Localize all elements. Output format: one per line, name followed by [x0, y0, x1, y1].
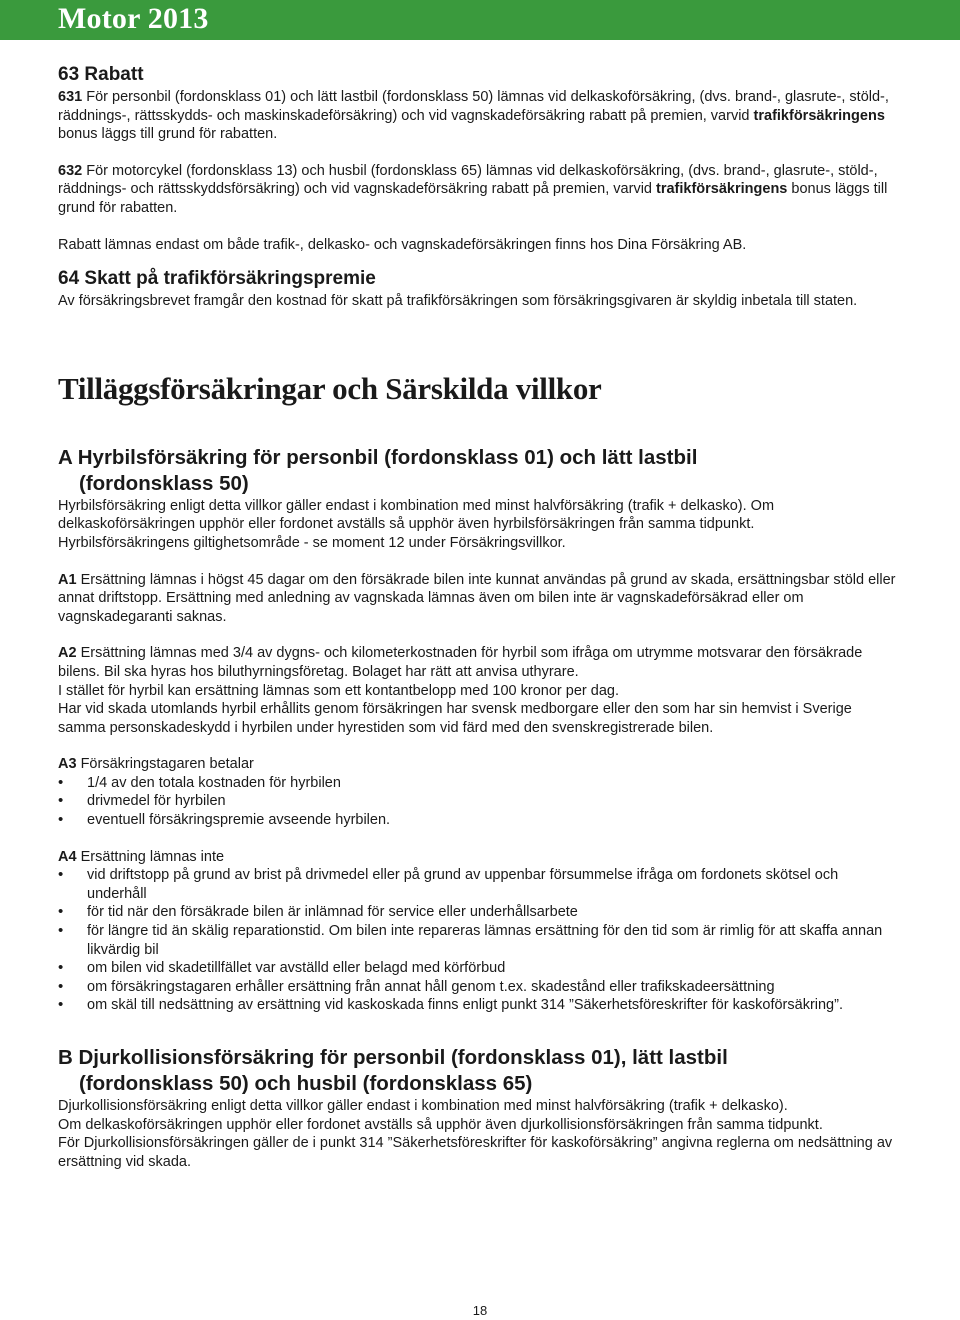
paragraph-a2-line3: Har vid skada utomlands hyrbil erhållits genom försäkringen har svensk medborgare eller den som har sin hemvist i Sverige samma personskadeskydd i hyrbilen under hyrestiden som vid färd med den svenskregistrerade bilen.: [58, 701, 852, 736]
header-title: Motor 2013: [58, 2, 209, 35]
main-title: Tilläggsförsäkringar och Särskilda villkor: [58, 370, 602, 406]
list-item: • om försäkringstagaren erhåller ersättning från annat håll genom t.ex. skadestånd eller trafikskadeersättning: [58, 978, 896, 997]
section-b-title: B Djurkollisionsförsäkring för personbil (fordonsklass 01), lätt lastbil (fordonsklass 50) och husbil (fordonsklass 65): [58, 1046, 728, 1095]
paragraph-632-number: 632: [58, 162, 83, 179]
paragraph-632: 632 För motorcykel (fordonsklass 13) och husbil (fordonsklass 65) lämnas vid delkaskoförsäkring, (dvs. brand-, glasrute-, stöld-, räddnings- och rättsskyddsförsäkring) och vid vagnskadeförsäkring rabatt på premien, varvid trafikförsäkringens bonus läggs till grund för rabatten.: [58, 162, 888, 216]
paragraph-a2-line2: I stället för hyrbil kan ersättning lämnas som ett kontantbelopp med 100 kronor per dag.: [58, 682, 619, 699]
list-item: • drivmedel för hyrbilen: [58, 792, 896, 811]
header-bar: [0, 0, 960, 40]
section-63-heading: 63 Rabatt: [58, 64, 144, 85]
paragraph-a1: A1 Ersättning lämnas i högst 45 dagar om den försäkrade bilen inte kunnat användas på grund av skada, ersättningsbar stöld eller annat driftstopp. Ersättning med anledning av vagnskada lämnas även om bilen inte är vagnskadeförsäkrad eller om vagnskadegaranti saknas.: [58, 571, 896, 625]
list-item: • om bilen vid skadetillfället var avställd eller belagd med körförbud: [58, 959, 896, 978]
list-item: • för tid när den försäkrade bilen är inlämnad för service eller underhållsarbete: [58, 903, 896, 922]
section-a-title: A Hyrbilsförsäkring för personbil (fordonsklass 01) och lätt lastbil (fordonsklass 50): [58, 445, 698, 495]
section-b-p1: Djurkollisionsförsäkring enligt detta villkor gäller endast i kombination med minst halvförsäkring (trafik + delkasko).: [58, 1098, 788, 1114]
list-item: • för längre tid än skälig reparationstid. Om bilen inte repareras lämnas ersättning för den tid som är rimlig för att skaffa annan likvärdig bil: [58, 922, 896, 959]
paragraph-631-number: 631: [58, 89, 83, 105]
section-b-p3: För Djurkollisionsförsäkringen gäller de i punkt 314 ”Säkerhetsföreskrifter för kaskoförsäkring” angivna reglerna om nedsättning av ersättning vid skada.: [58, 1135, 893, 1170]
list-item: • eventuell försäkringspremie avseende hyrbilen.: [58, 811, 896, 830]
section-a-intro: Hyrbilsförsäkring enligt detta villkor gäller endast i kombination med minst halvförsäkring (trafik + delkasko). Om delkaskoförsäkringen upphör eller fordonet avställs så upphör även hyrbilsförsäkringen från samma tidpunkt.: [58, 497, 775, 533]
paragraph-a4: A4 Ersättning lämnas inte: [58, 848, 225, 865]
document-body: [58, 62, 896, 1171]
section-b-p2: Om delkaskoförsäkringen upphör eller fordonet avställs så upphör även djurkollisionsförsäkringen från samma tidpunkt.: [58, 1116, 823, 1133]
a4-list: [58, 866, 896, 1015]
paragraph-631: 631 För personbil (fordonsklass 01) och lätt lastbil (fordonsklass 50) lämnas vid delkaskoförsäkring, (dvs. brand-, glasrute-, stöld-, räddnings-, rättsskydds- och maskinskadeförsäkring) och vid vagnskadeförsäkring rabatt på premien, varvid trafikförsäkringens bonus läggs till grund för rabatten.: [58, 89, 889, 143]
a3-list: [58, 774, 896, 830]
paragraph-a2: A2 Ersättning lämnas med 3/4 av dygns- och kilometerkostnaden för hyrbil som ifråga om utrymme motsvarar den försäkrade bilens. Bil ska hyras hos biluthyrningsföretag. Bolaget har rätt att anvisa uthyrare.: [58, 645, 863, 680]
paragraph-a3: A3 Försäkringstagaren betalar: [58, 756, 254, 773]
list-item: • 1/4 av den totala kostnaden för hyrbilen: [58, 774, 896, 793]
section-64-heading: 64 Skatt på trafikförsäkringspremie: [58, 268, 376, 290]
page-number: 18: [472, 1303, 488, 1318]
list-item: • vid driftstopp på grund av brist på drivmedel eller på grund av uppenbar försummelse ifråga om fordonets skötsel och underhåll: [58, 866, 896, 903]
list-item: • om skäl till nedsättning av ersättning vid kaskoskada finns enligt punkt 314 ”Säkerhetsföreskrifter för kaskoförsäkring”.: [58, 996, 896, 1015]
paragraph-rabatt: Rabatt lämnas endast om både trafik-, delkasko- och vagnskadeförsäkringen finns hos Dina Försäkring AB.: [58, 236, 747, 253]
paragraph-64: Av försäkringsbrevet framgår den kostnad för skatt på trafikförsäkringen som försäkringsgivaren är skyldig inbetala till staten.: [58, 293, 858, 310]
section-a-intro-2: Hyrbilsförsäkringens giltighetsområde - se moment 12 under Försäkringsvillkor.: [58, 534, 566, 551]
